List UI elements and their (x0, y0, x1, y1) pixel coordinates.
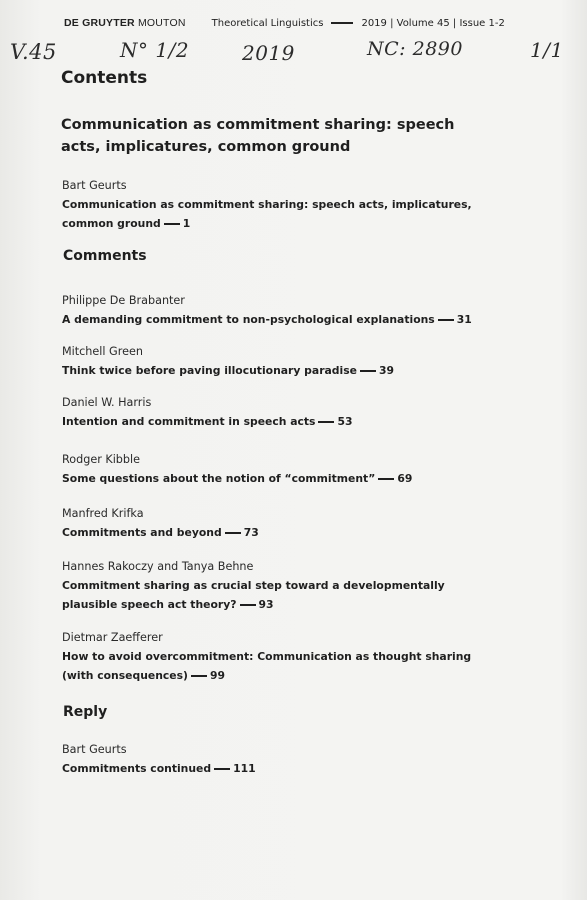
entry-author: Manfred Krifka (62, 507, 144, 520)
toc-entry (62, 504, 502, 542)
entry-page: 73 (243, 526, 259, 539)
entry-title: Some questions about the notion of “commitment” 69 (62, 472, 413, 485)
entry-author: Bart Geurts (62, 743, 127, 756)
comments-heading: Comments (63, 248, 147, 264)
entry-page: 93 (258, 598, 274, 611)
header-dash (331, 22, 353, 24)
reply-heading: Reply (63, 704, 108, 720)
page-dash (318, 421, 334, 423)
entry-page: 69 (397, 472, 413, 485)
entry-author: Bart Geurts (62, 179, 127, 192)
handwritten-fraction: 1/1 (530, 38, 564, 62)
page-dash (360, 370, 376, 372)
toc-entry (62, 176, 502, 233)
entry-title: A demanding commitment to non-psychological explanations 31 (62, 313, 472, 326)
handwritten-volume: V.45 (10, 40, 57, 64)
entry-title: Think twice before paving illocutionary paradise 39 (62, 364, 395, 377)
handwritten-year: 2019 (242, 41, 295, 65)
running-header (64, 17, 529, 29)
entry-author: Philippe De Brabanter (62, 294, 185, 307)
entry-author: Dietmar Zaefferer (62, 631, 163, 644)
handwritten-number: N° 1/2 (120, 38, 190, 62)
issue-main-title: Communication as commitment sharing: speech acts, implicatures, common ground (61, 117, 455, 155)
page-dash (225, 532, 241, 534)
entry-page: 31 (456, 313, 472, 326)
entry-page: 39 (378, 364, 395, 377)
entry-page: 1 (182, 217, 191, 230)
entry-title: Communication as commitment sharing: speech acts, implicatures, common ground 1 (62, 198, 472, 230)
toc-entry (62, 628, 502, 685)
toc-entry (62, 740, 502, 778)
toc-entry (62, 342, 502, 380)
handwritten-code: NC: 2890 (367, 38, 463, 60)
entry-author: Mitchell Green (62, 345, 143, 358)
journal-name: Theoretical Linguistics (211, 17, 324, 29)
entry-author: Daniel W. Harris (62, 396, 152, 409)
entry-title: Commitment sharing as crucial step toward a developmentally plausible speech act theory? 93 (62, 579, 445, 611)
entry-author: Hannes Rakoczy and Tanya Behne (62, 560, 254, 573)
page-dash (191, 675, 207, 677)
page-dash (240, 604, 256, 606)
page-dash (438, 319, 454, 321)
entry-page: 111 (233, 762, 256, 775)
publisher-name: DE GRUYTER MOUTON (64, 17, 186, 29)
toc-entry (62, 450, 502, 488)
issue-meta: 2019 | Volume 45 | Issue 1-2 (361, 17, 505, 29)
toc-entry (62, 557, 502, 614)
entry-author: Rodger Kibble (62, 453, 140, 466)
entry-title: Commitments continued 111 (62, 762, 256, 775)
toc-entry (62, 393, 502, 431)
entry-page: 53 (337, 415, 353, 428)
entry-title: Commitments and beyond 73 (62, 526, 259, 539)
page-dash (214, 768, 230, 770)
contents-heading: Contents (61, 68, 148, 88)
entry-page: 99 (209, 669, 226, 682)
entry-title: How to avoid overcommitment: Communication as thought sharing (with consequences) 99 (62, 650, 472, 682)
page-dash (378, 478, 394, 480)
toc-entry (62, 291, 502, 329)
entry-title: Intention and commitment in speech acts 53 (62, 415, 353, 428)
page-dash (164, 223, 180, 225)
